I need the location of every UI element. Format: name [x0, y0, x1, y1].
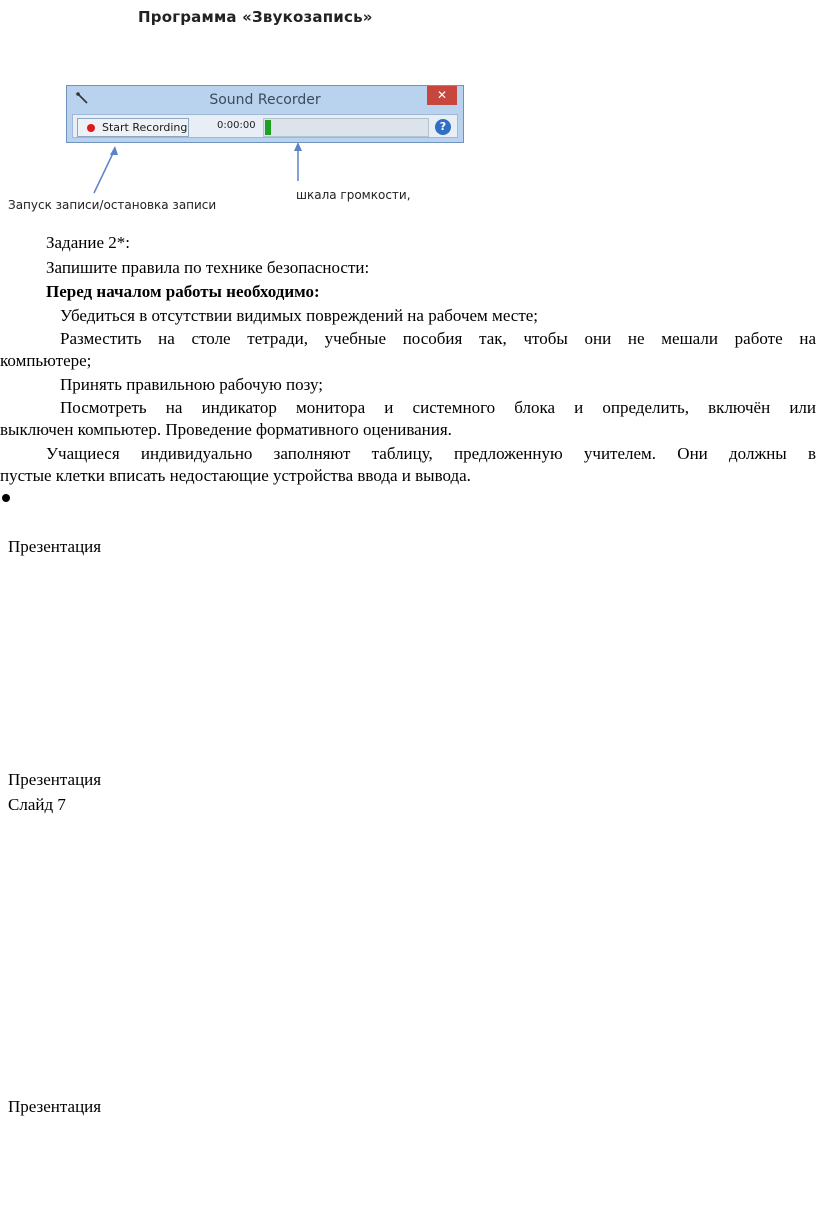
task-instruction: Запишите правила по технике безопасности: — [46, 258, 370, 277]
callout-volume-scale: шкала громкости, — [296, 188, 411, 202]
figure-title: Программа «Звукозапись» — [138, 8, 373, 26]
slide-7-label: Слайд 7 — [8, 795, 66, 814]
start-recording-button[interactable] — [77, 118, 189, 137]
elapsed-time: 0:00:00 — [217, 120, 256, 131]
assessment-paragraph — [0, 443, 816, 487]
volume-meter — [263, 118, 429, 137]
presentation-label-2: Презентация — [8, 770, 102, 789]
recorder-panel — [72, 114, 458, 138]
help-button[interactable]: ? — [435, 119, 451, 135]
window-titlebar[interactable] — [67, 86, 463, 113]
rule-2-line-1: Разместить на столе тетради, учебные пособия так, чтобы они не мешали работе на — [60, 329, 816, 348]
rule-3: Принять правильною рабочую позу; — [60, 375, 323, 394]
start-recording-label: Start Recording — [102, 121, 188, 134]
task-bold-line: Перед началом работы необходимо: — [46, 282, 320, 301]
rule-4 — [0, 397, 816, 441]
rule-4-line-1: Посмотреть на индикатор монитора и системного блока и определить, включён или — [60, 398, 816, 417]
rule-4-line-2: выключен компьютер. Проведение формативного оценивания. — [0, 420, 452, 439]
presentation-label-1: Презентация — [8, 537, 102, 556]
window-title: Sound Recorder — [209, 92, 321, 108]
callout-start-stop: Запуск записи/остановка записи — [8, 198, 217, 212]
arrow-to-start-button — [94, 149, 115, 193]
presentation-label-3: Презентация — [8, 1097, 102, 1116]
close-button[interactable]: ✕ — [427, 86, 457, 105]
task-heading: Задание 2*: — [46, 233, 130, 252]
bullet-dot — [2, 494, 10, 502]
assessment-line-2: пустые клетки вписать недостающие устройства ввода и вывода. — [0, 466, 471, 485]
assessment-line-1: Учащиеся индивидуально заполняют таблицу, предложенную учителем. Они должны в — [46, 444, 816, 463]
arrowhead-volume-meter — [294, 142, 302, 151]
rule-1: Убедиться в отсутствии видимых повреждений на рабочем месте; — [60, 306, 539, 325]
arrowhead-start-button — [110, 146, 118, 155]
volume-level — [265, 120, 271, 135]
record-icon — [87, 124, 95, 132]
rule-2 — [0, 328, 816, 372]
rule-2-line-2: компьютере; — [0, 351, 92, 370]
sound-recorder-window — [66, 85, 464, 143]
